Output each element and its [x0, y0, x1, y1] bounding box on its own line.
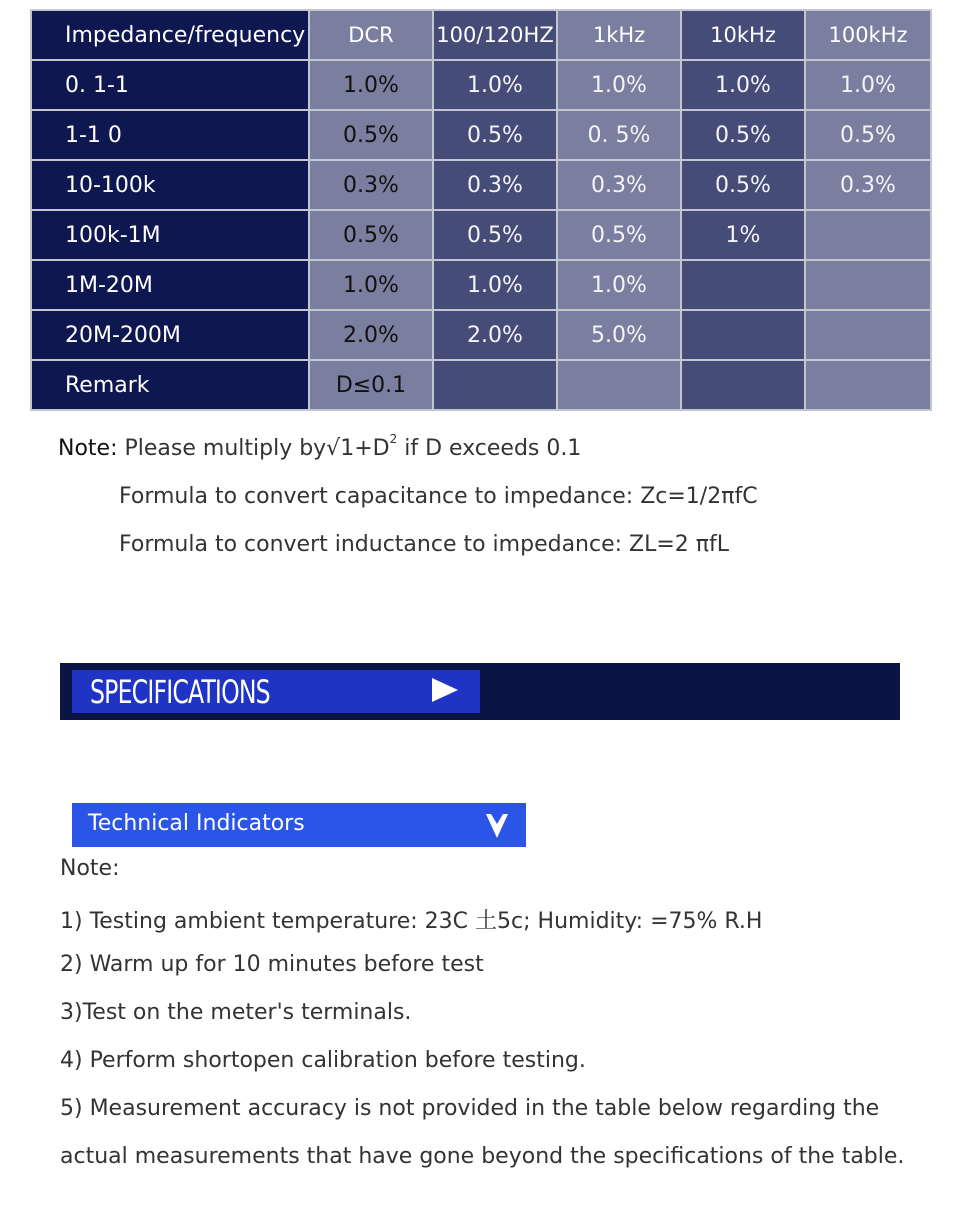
- table-cell: [681, 360, 805, 410]
- header-1khz: 1kHz: [557, 10, 681, 60]
- row-label: Remark: [31, 360, 309, 410]
- note-label: Note:: [58, 436, 118, 461]
- table-cell: 0.3%: [805, 160, 931, 210]
- table-cell: 0.5%: [433, 110, 557, 160]
- header-impedance-frequency: Impedance/frequency: [31, 10, 309, 60]
- table-cell: 1%: [681, 210, 805, 260]
- table-cell: 1.0%: [557, 60, 681, 110]
- table-cell: [681, 310, 805, 360]
- table-row: [31, 60, 931, 110]
- technical-note-label: Note:: [60, 856, 120, 881]
- row-label: 1M-20M: [31, 260, 309, 310]
- row-label: 10-100k: [31, 160, 309, 210]
- list-item: 2) Warm up for 10 minutes before test: [60, 952, 484, 977]
- table-row: [31, 310, 931, 360]
- table-cell: 0.5%: [433, 210, 557, 260]
- specifications-tab: [72, 670, 480, 713]
- table-cell: 1.0%: [557, 260, 681, 310]
- list-item: actual measurements that have gone beyond the specifications of the table.: [60, 1144, 905, 1169]
- table-cell: 5.0%: [557, 310, 681, 360]
- list-item: 1) Testing ambient temperature: 23C 土5c; Humidity: =75% R.H: [60, 909, 763, 934]
- row-label: 0. 1-1: [31, 60, 309, 110]
- list-item: 4) Perform shortopen calibration before testing.: [60, 1048, 586, 1073]
- note-superscript: 2: [389, 432, 398, 446]
- technical-indicators-header: [72, 803, 526, 847]
- row-label: 1-1 0: [31, 110, 309, 160]
- specifications-banner: [60, 663, 900, 720]
- table-row: [31, 110, 931, 160]
- table-cell: [805, 210, 931, 260]
- table-row: [31, 360, 931, 410]
- table-cell: [805, 310, 931, 360]
- table-cell: 0. 5%: [557, 110, 681, 160]
- table-cell: 0.5%: [805, 110, 931, 160]
- table-cell: 1.0%: [433, 60, 557, 110]
- table-cell: [557, 360, 681, 410]
- table-cell: [433, 360, 557, 410]
- list-item: 5) Measurement accuracy is not provided in the table below regarding the: [60, 1096, 880, 1121]
- header-10khz: 10kHz: [681, 10, 805, 60]
- table-cell: [805, 360, 931, 410]
- table-cell: D≤0.1: [309, 360, 433, 410]
- header-dcr: DCR: [309, 10, 433, 60]
- table-cell: [805, 260, 931, 310]
- table-row: [31, 210, 931, 260]
- table-header-row: [31, 10, 931, 60]
- row-label: 100k-1M: [31, 210, 309, 260]
- header-100-120hz: 100/120HZ: [433, 10, 557, 60]
- list-item: 3)Test on the meter's terminals.: [60, 1000, 412, 1025]
- table-cell: 1.0%: [309, 60, 433, 110]
- table-cell: 1.0%: [433, 260, 557, 310]
- table-cell: 0.5%: [681, 110, 805, 160]
- table-row: [31, 260, 931, 310]
- table-cell: 0.3%: [309, 160, 433, 210]
- note-inductance-formula: Formula to convert inductance to impedance: ZL=2 πfL: [119, 532, 730, 557]
- technical-indicators-title: Technical Indicators: [88, 811, 305, 836]
- table-cell: 0.5%: [309, 110, 433, 160]
- chevron-notch: [491, 814, 503, 824]
- triangle-right-icon: [432, 678, 458, 702]
- note-line-1: [58, 432, 582, 461]
- table-cell: 0.3%: [433, 160, 557, 210]
- specifications-title: SPECIFICATIONS: [90, 673, 270, 711]
- header-100khz: 100kHz: [805, 10, 931, 60]
- table-cell: 0.5%: [557, 210, 681, 260]
- table-cell: [681, 260, 805, 310]
- table-cell: 1.0%: [681, 60, 805, 110]
- accuracy-table: [30, 9, 932, 411]
- table-row: [31, 160, 931, 210]
- table-cell: 1.0%: [309, 260, 433, 310]
- note-multiply-text: Please multiply by√1+D: [124, 436, 390, 461]
- note-exceeds-text: if D exceeds 0.1: [397, 436, 582, 461]
- table-cell: 2.0%: [309, 310, 433, 360]
- table-cell: 0.5%: [681, 160, 805, 210]
- table-cell: 0.3%: [557, 160, 681, 210]
- note-capacitance-formula: Formula to convert capacitance to impedance: Zc=1/2πfC: [119, 484, 758, 509]
- table-cell: 2.0%: [433, 310, 557, 360]
- table-cell: 0.5%: [309, 210, 433, 260]
- table-cell: 1.0%: [805, 60, 931, 110]
- row-label: 20M-200M: [31, 310, 309, 360]
